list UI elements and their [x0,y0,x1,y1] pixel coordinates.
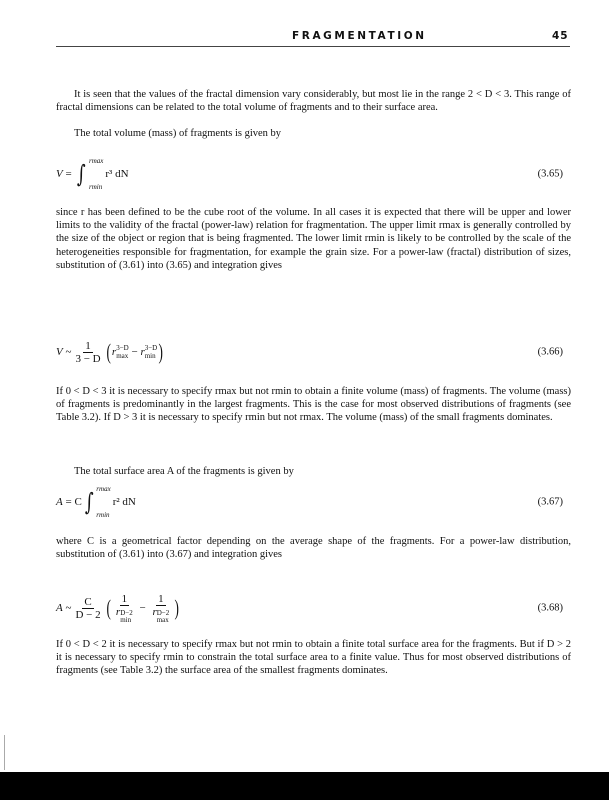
equation-3-66: V ~ $\frac{1}{3 - D}$ ( r 3−D max − r 3−D min ) (3.66) [56,339,563,365]
paragraph-6: where C is a geometrical factor depending on the average shape of the fragments. For a power-law distribution, substitution of (3.61) into (3.67) and integration gives [56,536,571,561]
equation-number: (3.66) [537,346,563,358]
paragraph-3: since r has been defined to be the cube root of the volume. In all cases it is expected that there will be upper and lower limits to the validity of the fractal (power-law) relation for fragmentation. The upper limit rmax is generally controlled by the size of the object or region that is being fragmented. The lower limit rmin is likely to be controlled by the scale of the heterogeneities responsible for fragmentation, for example the grain size. For a power-law (fractal) distribution of sizes, substitution of (3.61) into (3.65) and integration gives [56,207,571,271]
scan-bottom-border [0,772,609,800]
equation-number: (3.67) [537,496,563,508]
page-number: 45 [552,30,569,42]
equation-3-65: V = ∫ rmax rmin r³ dN (3.65) [56,157,563,191]
equation-3-67: A = C ∫ rmax rmin r² dN (3.67) [56,485,563,519]
integral-sign: ∫ [84,488,94,516]
paragraph-5: The total surface area A of the fragments is given by [74,466,294,477]
paragraph-2: The total volume (mass) of fragments is given by [74,128,282,139]
integral-sign: ∫ [77,160,87,188]
header-rule [56,46,570,47]
paragraph-7: If 0 < D < 2 it is necessary to specify rmax but not rmin to obtain a finite total surface area for the fragments. But if D > 2 it is necessary to specify rmin to constrain the total surface area to a finite value. Thus for most observed distributions of fragments (see Table 3.2) the surface area of the smallest fragments dominates. [56,639,571,677]
scan-edge-line [4,735,5,770]
equation-3-68: A ~ $\frac{C}{D - 2}$ ( 1 r D−2 min − 1 r D−2 max ) (3.68) [56,592,563,624]
running-header-title: FRAGMENTATION [292,30,427,42]
paragraph-1: It is seen that the values of the fractal dimension vary considerably, but most lie in the range 2 < D < 3. This range of fractal dimensions can be related to the total volume of fragments and to their surface area. [56,89,571,114]
paragraph-4: If 0 < D < 3 it is necessary to specify rmax but not rmin to obtain a finite volume (mass) of fragments. The volume (mass) of fragments is predominantly in the largest fragments. This is the case for most observed distributions of fragments (see Table 3.2). If D > 3 it is necessary to specify rmin but not rmax. The volume (mass) of the small fragments dominates. [56,386,571,424]
equation-number: (3.65) [537,168,563,180]
equation-number: (3.68) [537,602,563,614]
